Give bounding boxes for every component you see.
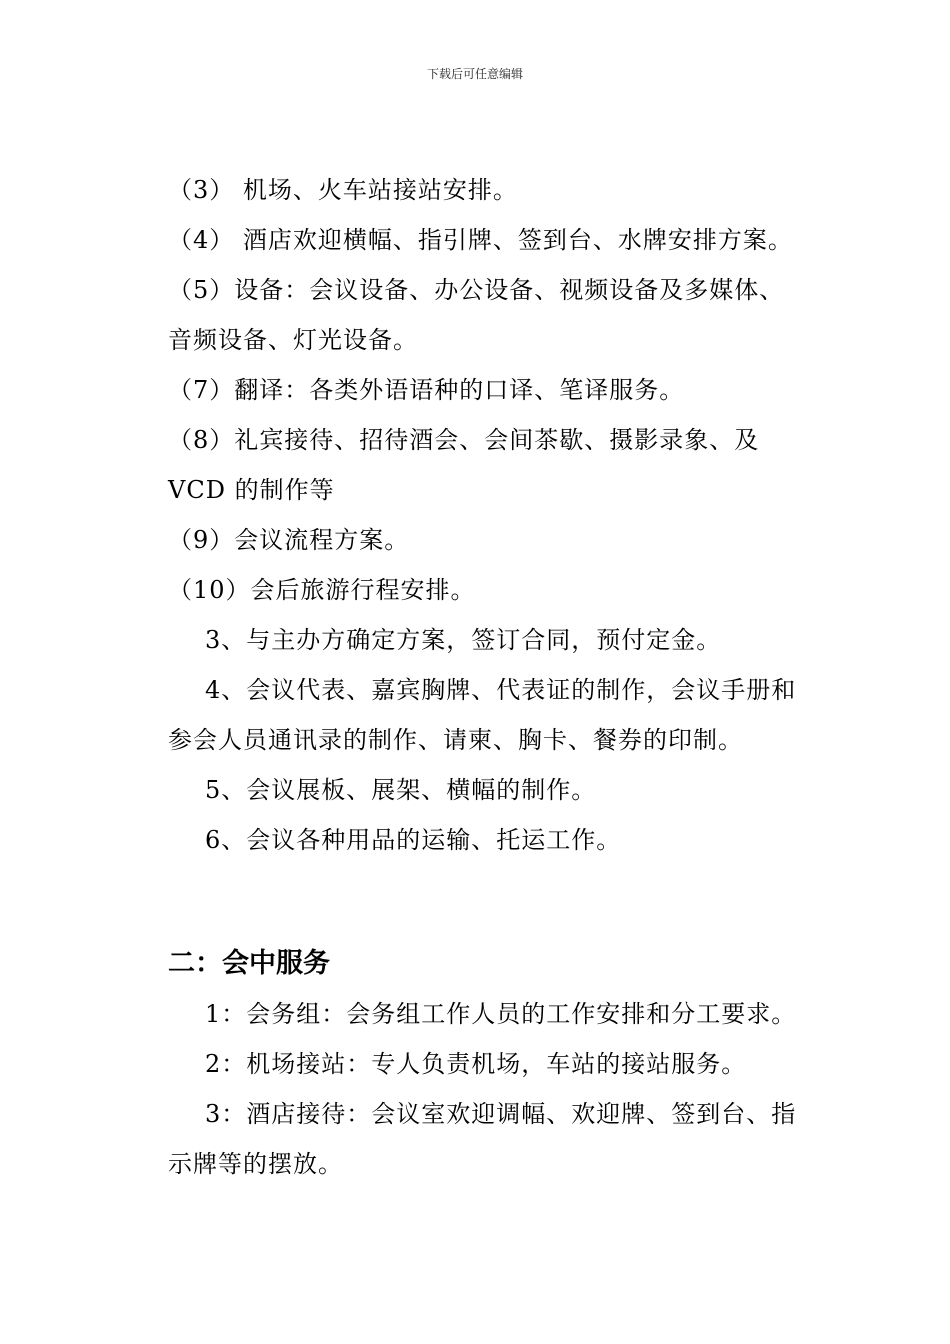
paragraph-line: （5）设备：会议设备、办公设备、视频设备及多媒体、 [168, 276, 785, 304]
page-header: 下载后可任意编辑 [426, 67, 523, 81]
paragraph-line: 5、会议展板、展架、横幅的制作。 [205, 776, 597, 804]
paragraph-line: 2：机场接站：专人负责机场，车站的接站服务。 [205, 1050, 747, 1078]
paragraph-line: 3、与主办方确定方案，签订合同，预付定金。 [205, 626, 722, 654]
paragraph-line: 4、会议代表、嘉宾胸牌、代表证的制作，会议手册和 [205, 676, 797, 704]
paragraph-line: 示牌等的摆放。 [168, 1150, 343, 1178]
document-body [168, 165, 808, 1189]
paragraph-line: 1：会务组：会务组工作人员的工作安排和分工要求。 [205, 1000, 797, 1028]
paragraph-line: 音频设备、灯光设备。 [168, 326, 418, 354]
paragraph-line: （3） 机场、火车站接站安排。 [168, 176, 518, 204]
paragraph-line: 6、会议各种用品的运输、托运工作。 [205, 826, 622, 854]
paragraph-line: 3：酒店接待：会议室欢迎调幅、欢迎牌、签到台、指 [205, 1100, 797, 1128]
paragraph-line: （4） 酒店欢迎横幅、指引牌、签到台、水牌安排方案。 [168, 226, 793, 254]
section-gap [168, 865, 808, 939]
paragraph-line: （9）会议流程方案。 [168, 526, 410, 554]
paragraph-line: （10）会后旅游行程安排。 [168, 576, 476, 604]
paragraph-line: （7）翻译：各类外语语种的口译、笔译服务。 [168, 376, 685, 404]
paragraph-line: 参会人员通讯录的制作、请柬、胸卡、餐券的印制。 [168, 726, 743, 754]
paragraph-line: （8）礼宾接待、招待酒会、会间茶歇、摄影录象、及 [168, 426, 760, 454]
section-heading: 二：会中服务 [168, 948, 330, 979]
paragraph-line: VCD 的制作等 [168, 476, 335, 504]
